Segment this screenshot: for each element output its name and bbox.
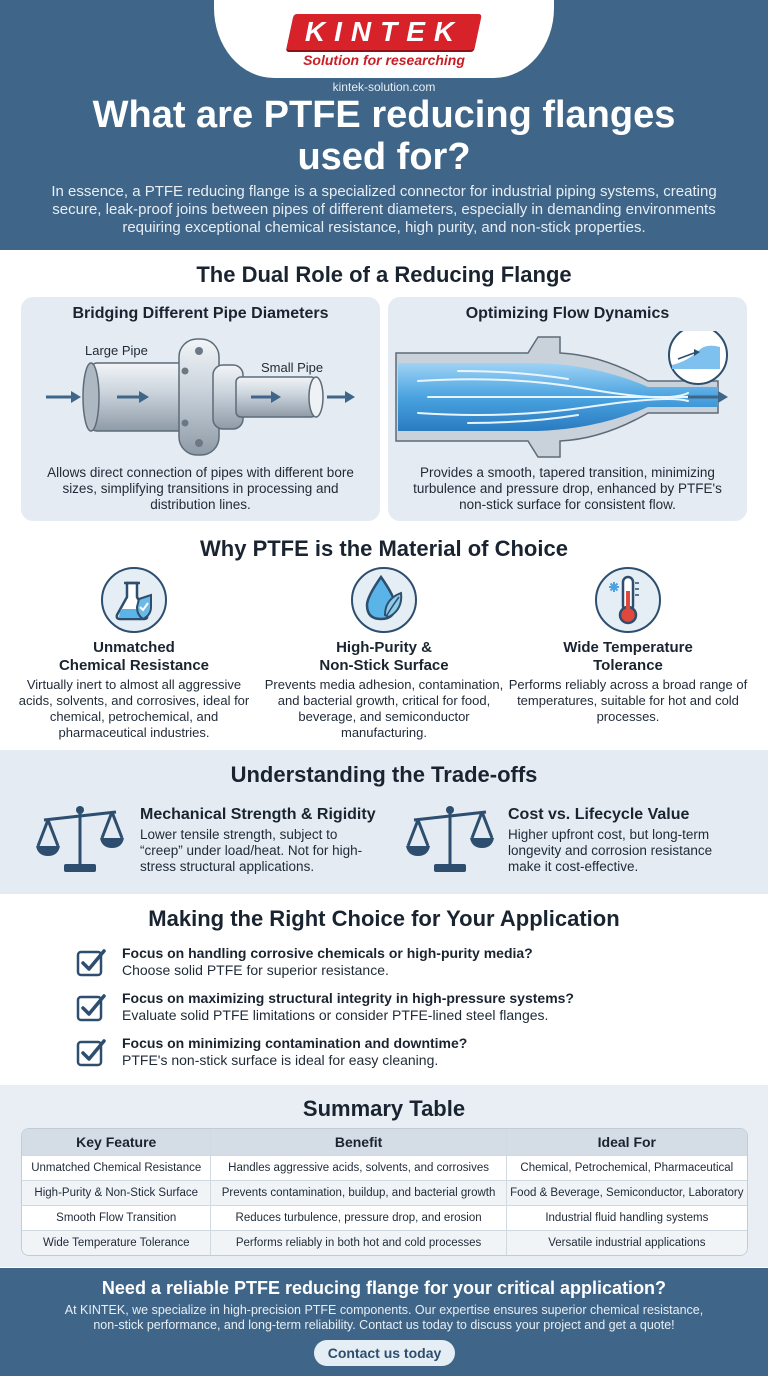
material-title-line2: Tolerance xyxy=(593,657,663,674)
droplet-leaf-icon xyxy=(351,567,417,633)
table-cell: Smooth Flow Transition xyxy=(56,1212,177,1224)
checkbox-checked-icon xyxy=(76,1037,106,1067)
header-banner xyxy=(0,0,768,250)
tradeoffs-section xyxy=(0,750,768,894)
checkbox-checked-icon xyxy=(76,992,106,1022)
checkbox-checked-icon xyxy=(76,947,106,977)
table-cell: Handles aggressive acids, solvents, and corrosives xyxy=(210,1156,505,1180)
table-cell: Industrial fluid handling systems xyxy=(506,1206,747,1230)
balance-scale-icon xyxy=(34,802,126,876)
card-title: Bridging Different Pipe Diameters xyxy=(72,305,329,322)
table-cell: Performs reliably in both hot and cold processes xyxy=(210,1231,505,1255)
table-cell: Prevents contamination, buildup, and bacterial growth xyxy=(210,1181,505,1205)
table-cell: High-Purity & Non-Stick Surface xyxy=(34,1187,199,1199)
material-desc: Performs reliably across a broad range of temperatures, suitable for hot and cold processes. xyxy=(508,677,748,724)
card-flow-dynamics xyxy=(388,297,747,521)
table-cell: Wide Temperature Tolerance xyxy=(42,1237,190,1249)
summary-table xyxy=(21,1128,748,1256)
choice-answer: PTFE's non-stick surface is ideal for easy cleaning. xyxy=(122,1052,439,1068)
column-header: Ideal For xyxy=(506,1129,747,1155)
label-large-pipe: Large Pipe xyxy=(85,343,148,358)
table-cell: Food & Beverage, Semiconductor, Laboratory xyxy=(506,1181,747,1205)
logo-text: KINTEK xyxy=(304,16,464,47)
contact-us-button[interactable]: Contact us today xyxy=(314,1340,455,1366)
thermometer-icon xyxy=(595,567,661,633)
material-title xyxy=(14,639,254,675)
footer-text: At KINTEK, we specialize in high-precision PTFE components. Our expertise ensures superior chemical resistance, non-stick performance, and long-term reliability. Contact us today to discuss your project and get a quote! xyxy=(64,1303,704,1332)
column-header: Key Feature xyxy=(76,1134,157,1150)
table-cell: Versatile industrial applications xyxy=(506,1231,747,1255)
material-title-line1: High-Purity & xyxy=(336,639,432,656)
column-header: Benefit xyxy=(210,1129,505,1155)
footer-cta-section xyxy=(0,1268,768,1376)
section-title-material: Why PTFE is the Material of Choice xyxy=(200,536,568,561)
page-title: What are PTFE reducing flanges used for? xyxy=(92,94,676,178)
card-desc: Allows direct connection of pipes with different bore sizes, simplifying transitions in processing and distribution lines. xyxy=(47,465,354,512)
table-row xyxy=(22,1155,747,1180)
card-desc: Provides a smooth, tapered transition, minimizing turbulence and pressure drop, enhanced by PTFE's non-stick surface for consistent flow. xyxy=(413,465,722,512)
material-title-line2: Chemical Resistance xyxy=(58,657,210,674)
material-item-chemical xyxy=(14,567,254,747)
material-title-line1: Unmatched xyxy=(93,639,175,656)
material-desc: Prevents media adhesion, contamination, and bacterial growth, critical for food, beverage, and semiconductor manufacturing. xyxy=(264,677,504,740)
intro-text: In essence, a PTFE reducing flange is a specialized connector for industrial piping systems, creating secure, leak-proof joins between pipes of different diameters, especially in demanding environments requiring exceptional chemical resistance, high purity, and non-stick properties. xyxy=(51,183,717,236)
flow-transition-illustration xyxy=(388,331,747,461)
card-title: Optimizing Flow Dynamics xyxy=(465,305,670,322)
material-desc: Virtually inert to almost all aggressive acids, solvents, and corrosives, ideal for chemical, petrochemical, and pharmaceutical industries. xyxy=(18,677,250,740)
material-item-purity xyxy=(264,567,504,747)
reducing-flange-illustration xyxy=(21,331,380,461)
section-title-summary: Summary Table xyxy=(302,1096,466,1121)
label-small-pipe: Small Pipe xyxy=(261,360,324,375)
table-cell: Reduces turbulence, pressure drop, and erosion xyxy=(210,1206,505,1230)
choice-answer: Evaluate solid PTFE limitations or consider PTFE-lined steel flanges. xyxy=(122,1007,549,1023)
material-title xyxy=(264,639,504,675)
tradeoff-desc: Higher upfront cost, but long-term longevity and corrosion resistance make it cost-effective. xyxy=(508,827,713,874)
table-header-row xyxy=(22,1129,747,1155)
material-title xyxy=(508,639,748,675)
tradeoff-title: Mechanical Strength & Rigidity xyxy=(140,806,376,823)
section-title-tradeoffs: Understanding the Trade-offs xyxy=(230,762,538,787)
choice-question: Focus on maximizing structural integrity in high-pressure systems? xyxy=(122,990,574,1006)
footer-title: Need a reliable PTFE reducing flange for your critical application? xyxy=(101,1278,667,1298)
logo-tagline: Solution for researching xyxy=(303,52,465,68)
material-title-line1: Wide Temperature xyxy=(563,639,693,656)
section-title-choice: Making the Right Choice for Your Application xyxy=(148,906,620,931)
section-title-dual-role: The Dual Role of a Reducing Flange xyxy=(196,262,572,287)
table-cell: Unmatched Chemical Resistance xyxy=(31,1162,202,1174)
material-item-temperature xyxy=(508,567,748,747)
flask-shield-icon xyxy=(101,567,167,633)
choice-question: Focus on handling corrosive chemicals or high-purity media? xyxy=(122,945,533,961)
card-pipe-diameters xyxy=(21,297,380,521)
material-title-line2: Non-Stick Surface xyxy=(319,657,449,674)
table-row xyxy=(22,1230,747,1255)
tradeoff-title: Cost vs. Lifecycle Value xyxy=(508,806,690,823)
table-row xyxy=(22,1180,747,1205)
choice-question: Focus on minimizing contamination and downtime? xyxy=(122,1035,468,1051)
tradeoff-desc: Lower tensile strength, subject to “creep” under load/heat. Not for high-stress structural applications. xyxy=(140,827,363,874)
table-row xyxy=(22,1205,747,1230)
choice-answer: Choose solid PTFE for superior resistance. xyxy=(122,962,389,978)
balance-scale-icon xyxy=(404,802,496,876)
site-url[interactable]: kintek-solution.com xyxy=(332,80,436,94)
table-cell: Chemical, Petrochemical, Pharmaceutical xyxy=(506,1156,747,1180)
